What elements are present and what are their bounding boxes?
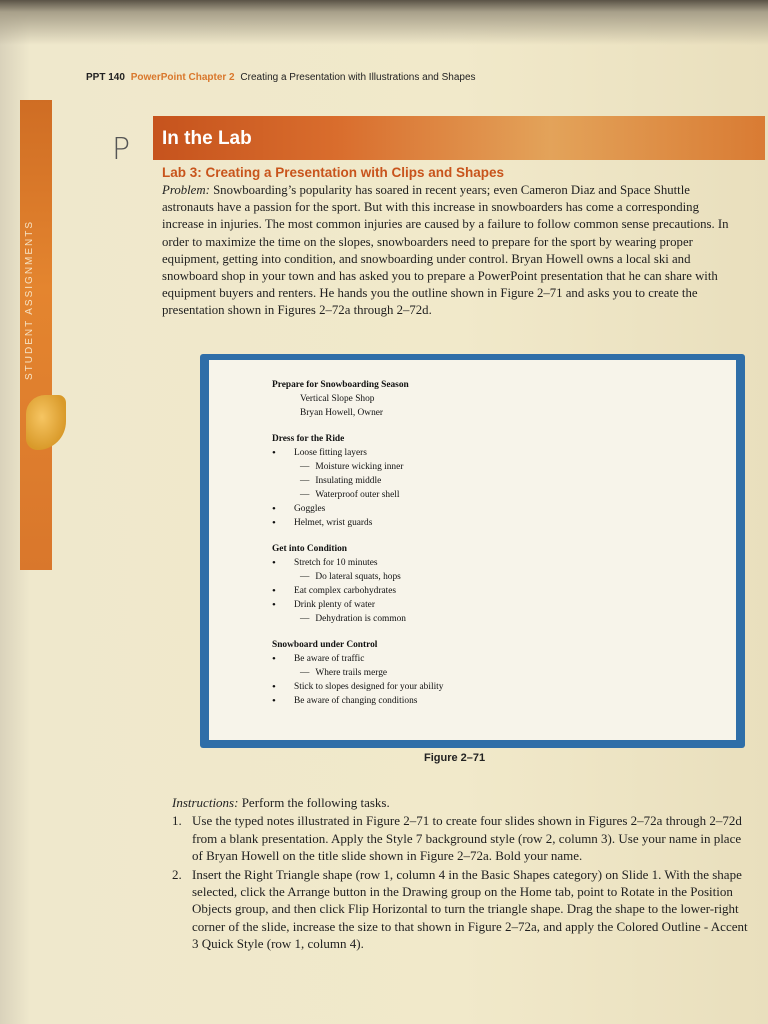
outline-bullet bbox=[272, 598, 692, 612]
outline-bullet-text: Stick to slopes designed for your ability bbox=[294, 682, 444, 692]
outline-bullet bbox=[272, 584, 692, 598]
dash-icon: — bbox=[300, 668, 310, 678]
outline-sub-bullet bbox=[272, 488, 692, 502]
outline-subtitle-2: Bryan Howell, Owner bbox=[300, 408, 384, 418]
outline-subtitle-1: Vertical Slope Shop bbox=[300, 394, 375, 404]
dash-icon: — bbox=[300, 462, 310, 472]
page-top-shadow bbox=[0, 0, 768, 45]
outline-bullet bbox=[272, 446, 692, 460]
instructions bbox=[172, 794, 752, 953]
instruction-item bbox=[172, 866, 752, 953]
outline-sub-bullet bbox=[272, 612, 692, 626]
section-bar-title: In the Lab bbox=[162, 128, 252, 149]
outline-section-title: Get into Condition bbox=[272, 544, 348, 554]
instructions-label: Instructions: bbox=[172, 795, 239, 810]
outline-bullet-text: Be aware of changing conditions bbox=[294, 696, 418, 706]
outline-bullet bbox=[272, 694, 692, 708]
lab-heading: Lab 3: Creating a Presentation with Clips and Shapes bbox=[162, 165, 505, 180]
outline-sub-bullet bbox=[272, 460, 692, 474]
dash-icon: — bbox=[300, 614, 310, 624]
side-tab-label: STUDENT ASSIGNMENTS bbox=[24, 219, 35, 380]
outline-sections bbox=[272, 432, 692, 708]
figure-outline bbox=[272, 378, 692, 708]
outline-sub-bullet bbox=[272, 474, 692, 488]
outline-title: Prepare for Snowboarding Season bbox=[272, 380, 409, 390]
outline-sub-bullet-text: Waterproof outer shell bbox=[315, 490, 400, 500]
outline-section-title: Snowboard under Control bbox=[272, 640, 378, 650]
instructions-list bbox=[172, 812, 752, 952]
instruction-number: 1. bbox=[172, 813, 182, 829]
outline-sub-bullet-text: Where trails merge bbox=[315, 668, 388, 678]
outline-bullet bbox=[272, 680, 692, 694]
problem-label: Problem: bbox=[162, 183, 210, 197]
outline-sub-bullet bbox=[272, 666, 692, 680]
bullet-icon: • bbox=[272, 503, 276, 515]
bullet-icon: • bbox=[272, 653, 276, 665]
outline-sub-bullet-text: Insulating middle bbox=[315, 476, 382, 486]
outline-sub-bullet-text: Do lateral squats, hops bbox=[315, 572, 401, 582]
outline-bullet-text: Drink plenty of water bbox=[294, 600, 375, 610]
dash-icon: — bbox=[300, 490, 310, 500]
handwritten-mark: P bbox=[112, 132, 131, 167]
outline-bullet bbox=[272, 502, 692, 516]
instruction-text: Use the typed notes illustrated in Figure 2–71 to create four slides shown in Figures 2–72a through 2–72d from a blank presentation. Apply the Style 7 background style (row 2, column 3). Use your name in place of Bryan Howell on the title slide shown in Figure 2–72a. Bold your name. bbox=[192, 813, 742, 864]
outline-bullet-text: Be aware of traffic bbox=[294, 654, 365, 664]
instructions-intro bbox=[172, 794, 752, 811]
figure-caption: Figure 2–71 bbox=[424, 752, 486, 764]
instructions-intro-text: Perform the following tasks. bbox=[241, 795, 390, 810]
outline-bullet-text: Eat complex carbohydrates bbox=[294, 586, 397, 596]
outline-section-title: Dress for the Ride bbox=[272, 434, 345, 444]
instruction-number: 2. bbox=[172, 866, 182, 882]
outline-bullet bbox=[272, 652, 692, 666]
bullet-icon: • bbox=[272, 695, 276, 707]
outline-bullet-text: Helmet, wrist guards bbox=[294, 518, 373, 528]
bullet-icon: • bbox=[272, 599, 276, 611]
problem-paragraph bbox=[162, 182, 738, 320]
dash-icon: — bbox=[300, 572, 310, 582]
outline-bullet-text: Stretch for 10 minutes bbox=[294, 558, 378, 568]
page-number: PPT 140 bbox=[86, 72, 125, 83]
outline-bullet-text: Goggles bbox=[294, 504, 326, 514]
bullet-icon: • bbox=[272, 447, 276, 459]
bullet-icon: • bbox=[272, 517, 276, 529]
bullet-icon: • bbox=[272, 681, 276, 693]
outline-sub-bullet-text: Moisture wicking inner bbox=[315, 462, 404, 472]
running-head bbox=[86, 72, 476, 83]
chapter-label: PowerPoint Chapter 2 bbox=[130, 72, 235, 83]
problem-text: Snowboarding’s popularity has soared in recent years; even Cameron Diaz and Space Shuttle astronauts have a passion for the sport. But with this increase in snowboarders has come a corresponding increase in injuries. The most common injuries are caused by a failure to follow common sense precautions. In order to maximize the time on the slopes, snowboarders need to prepare for the sport by wearing proper equipment, getting into condition, and snowboarding under control. Bryan Howell owns a local ski and snowboard shop in your town and has asked you to prepare a PowerPoint presentation that he can share with equipment buyers and renters. He hands you the outline shown in Figure 2–71 and asks you to create the presentation shown in Figures 2–72a through 2–72d. bbox=[162, 183, 729, 318]
bullet-icon: • bbox=[272, 585, 276, 597]
instruction-item bbox=[172, 812, 752, 864]
dash-icon: — bbox=[300, 476, 310, 486]
instruction-text: Insert the Right Triangle shape (row 1, column 4 in the Basic Shapes category) on Slide 1. With the shape selected, click the Arrange button in the Drawing group on the Home tab, point to Rotate in the Position Objects group, and then click Flip Horizontal to turn the triangle shape. Drag the shape to the lower-right corner of the slide, increase the size to that shown in Figure 2–72a, and apply the Colored Outline - Accent 3 Quick Style (row 1, column 4). bbox=[192, 866, 748, 952]
outline-bullet-text: Loose fitting layers bbox=[294, 448, 367, 458]
outline-bullet bbox=[272, 556, 692, 570]
outline-sub-bullet-text: Dehydration is common bbox=[315, 614, 406, 624]
chapter-title: Creating a Presentation with Illustrations and Shapes bbox=[240, 72, 476, 83]
bullet-icon: • bbox=[272, 557, 276, 569]
outline-sub-bullet bbox=[272, 570, 692, 584]
outline-bullet bbox=[272, 516, 692, 530]
